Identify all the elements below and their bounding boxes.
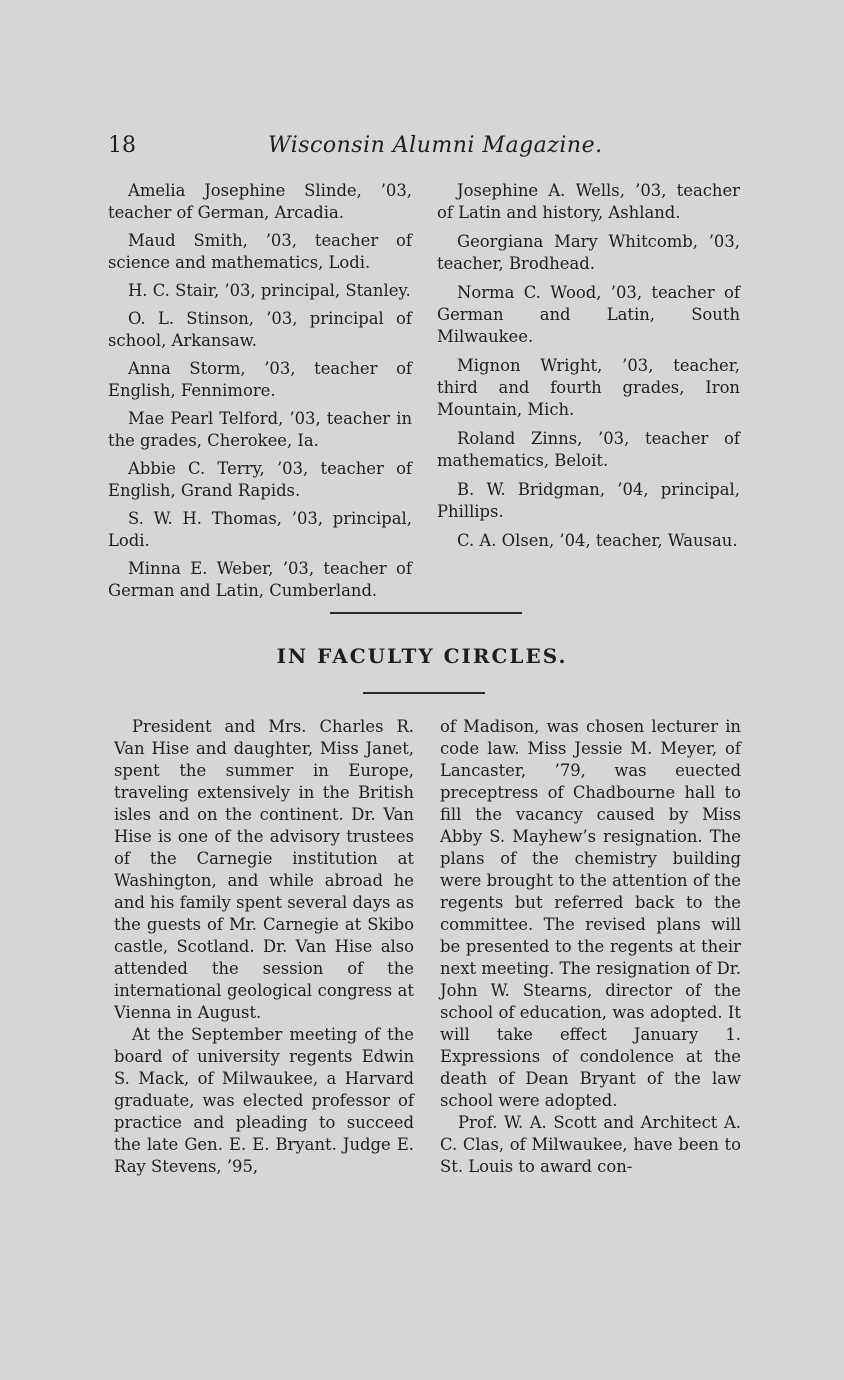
list-item: Josephine A. Wells, ’03, teacher of Latin and history, Ashland. [437, 181, 740, 222]
list-item: Maud Smith, ’03, teacher of science and mathematics, Lodi. [108, 231, 412, 272]
list-item: O. L. Stinson, ’03, principal of school, Arkansaw. [108, 309, 412, 350]
journal-title: Wisconsin Alumni Magazine. [268, 133, 603, 158]
section-divider-top [330, 612, 522, 614]
article-paragraph: of Madison, was chosen lecturer in code law. Miss Jessie M. Meyer, of Lancaster, ’79, was euected preceptress of Chadbourne hall to fill the vacancy caused by Miss Abby S. Mayhew’s resignation. The plans of the chemistry building were brought to the attention of the regents but referred back to the committee. The revised plans will be presented to the regents at their next meeting. The resignation of Dr. John W. Stearns, director of the school of education, was adopted. It will take effect January 1. Expressions of condolence at the death of Dean Bryant of the law school were adopted. [440, 717, 741, 1110]
list-item: Mae Pearl Telford, ’03, teacher in the grades, Cherokee, Ia. [108, 409, 412, 450]
article-paragraph: President and Mrs. Charles R. Van Hise and daughter, Miss Janet, spent the summer in Europe, traveling extensively in the British isles and on the continent. Dr. Van Hise is one of the advisory trustees of the Carnegie institution at Washington, and while abroad he and his family spent several days as the guests of Mr. Carnegie at Skibo castle, Scotland. Dr. Van Hise also attended the session of the international geological congress at Vienna in August. [114, 717, 414, 1022]
page-header [108, 133, 748, 167]
list-item: Norma C. Wood, ’03, teacher of German and Latin, South Milwaukee. [437, 283, 740, 346]
list-item: Abbie C. Terry, ’03, teacher of English, Grand Rapids. [108, 459, 412, 500]
faculty-article-right [440, 716, 741, 1178]
list-item: H. C. Stair, ’03, principal, Stanley. [128, 281, 411, 300]
list-item: C. A. Olsen, ’04, teacher, Wausau. [457, 531, 738, 550]
list-item: B. W. Bridgman, ’04, principal, Phillips. [437, 480, 740, 521]
page-number: 18 [108, 133, 136, 158]
list-item: Georgiana Mary Whitcomb, ’03, teacher, Brodhead. [437, 232, 740, 273]
article-paragraph: At the September meeting of the board of university regents Edwin S. Mack, of Milwaukee, a Harvard graduate, was elected professor of practice and pleading to succeed the late Gen. E. E. Bryant. Judge E. Ray Stevens, ’95, [114, 1025, 414, 1176]
list-item: Minna E. Weber, ’03, teacher of German and Latin, Cumberland. [108, 559, 412, 600]
list-item: S. W. H. Thomas, ’03, principal, Lodi. [108, 509, 412, 550]
section-title: IN FACULTY CIRCLES. [276, 644, 568, 668]
faculty-article-left [114, 716, 414, 1178]
list-item: Mignon Wright, ’03, teacher, third and fourth grades, Iron Mountain, Mich. [437, 356, 740, 419]
alumni-list-left [108, 180, 412, 608]
section-divider-bottom [363, 692, 485, 694]
list-item: Amelia Josephine Slinde, ’03, teacher of German, Arcadia. [108, 181, 412, 222]
alumni-list-right [437, 180, 740, 559]
article-paragraph: Prof. W. A. Scott and Architect A. C. Clas, of Milwaukee, have been to St. Louis to award con- [440, 1113, 741, 1176]
list-item: Roland Zinns, ’03, teacher of mathematics, Beloit. [437, 429, 740, 470]
list-item: Anna Storm, ’03, teacher of English, Fennimore. [108, 359, 412, 400]
